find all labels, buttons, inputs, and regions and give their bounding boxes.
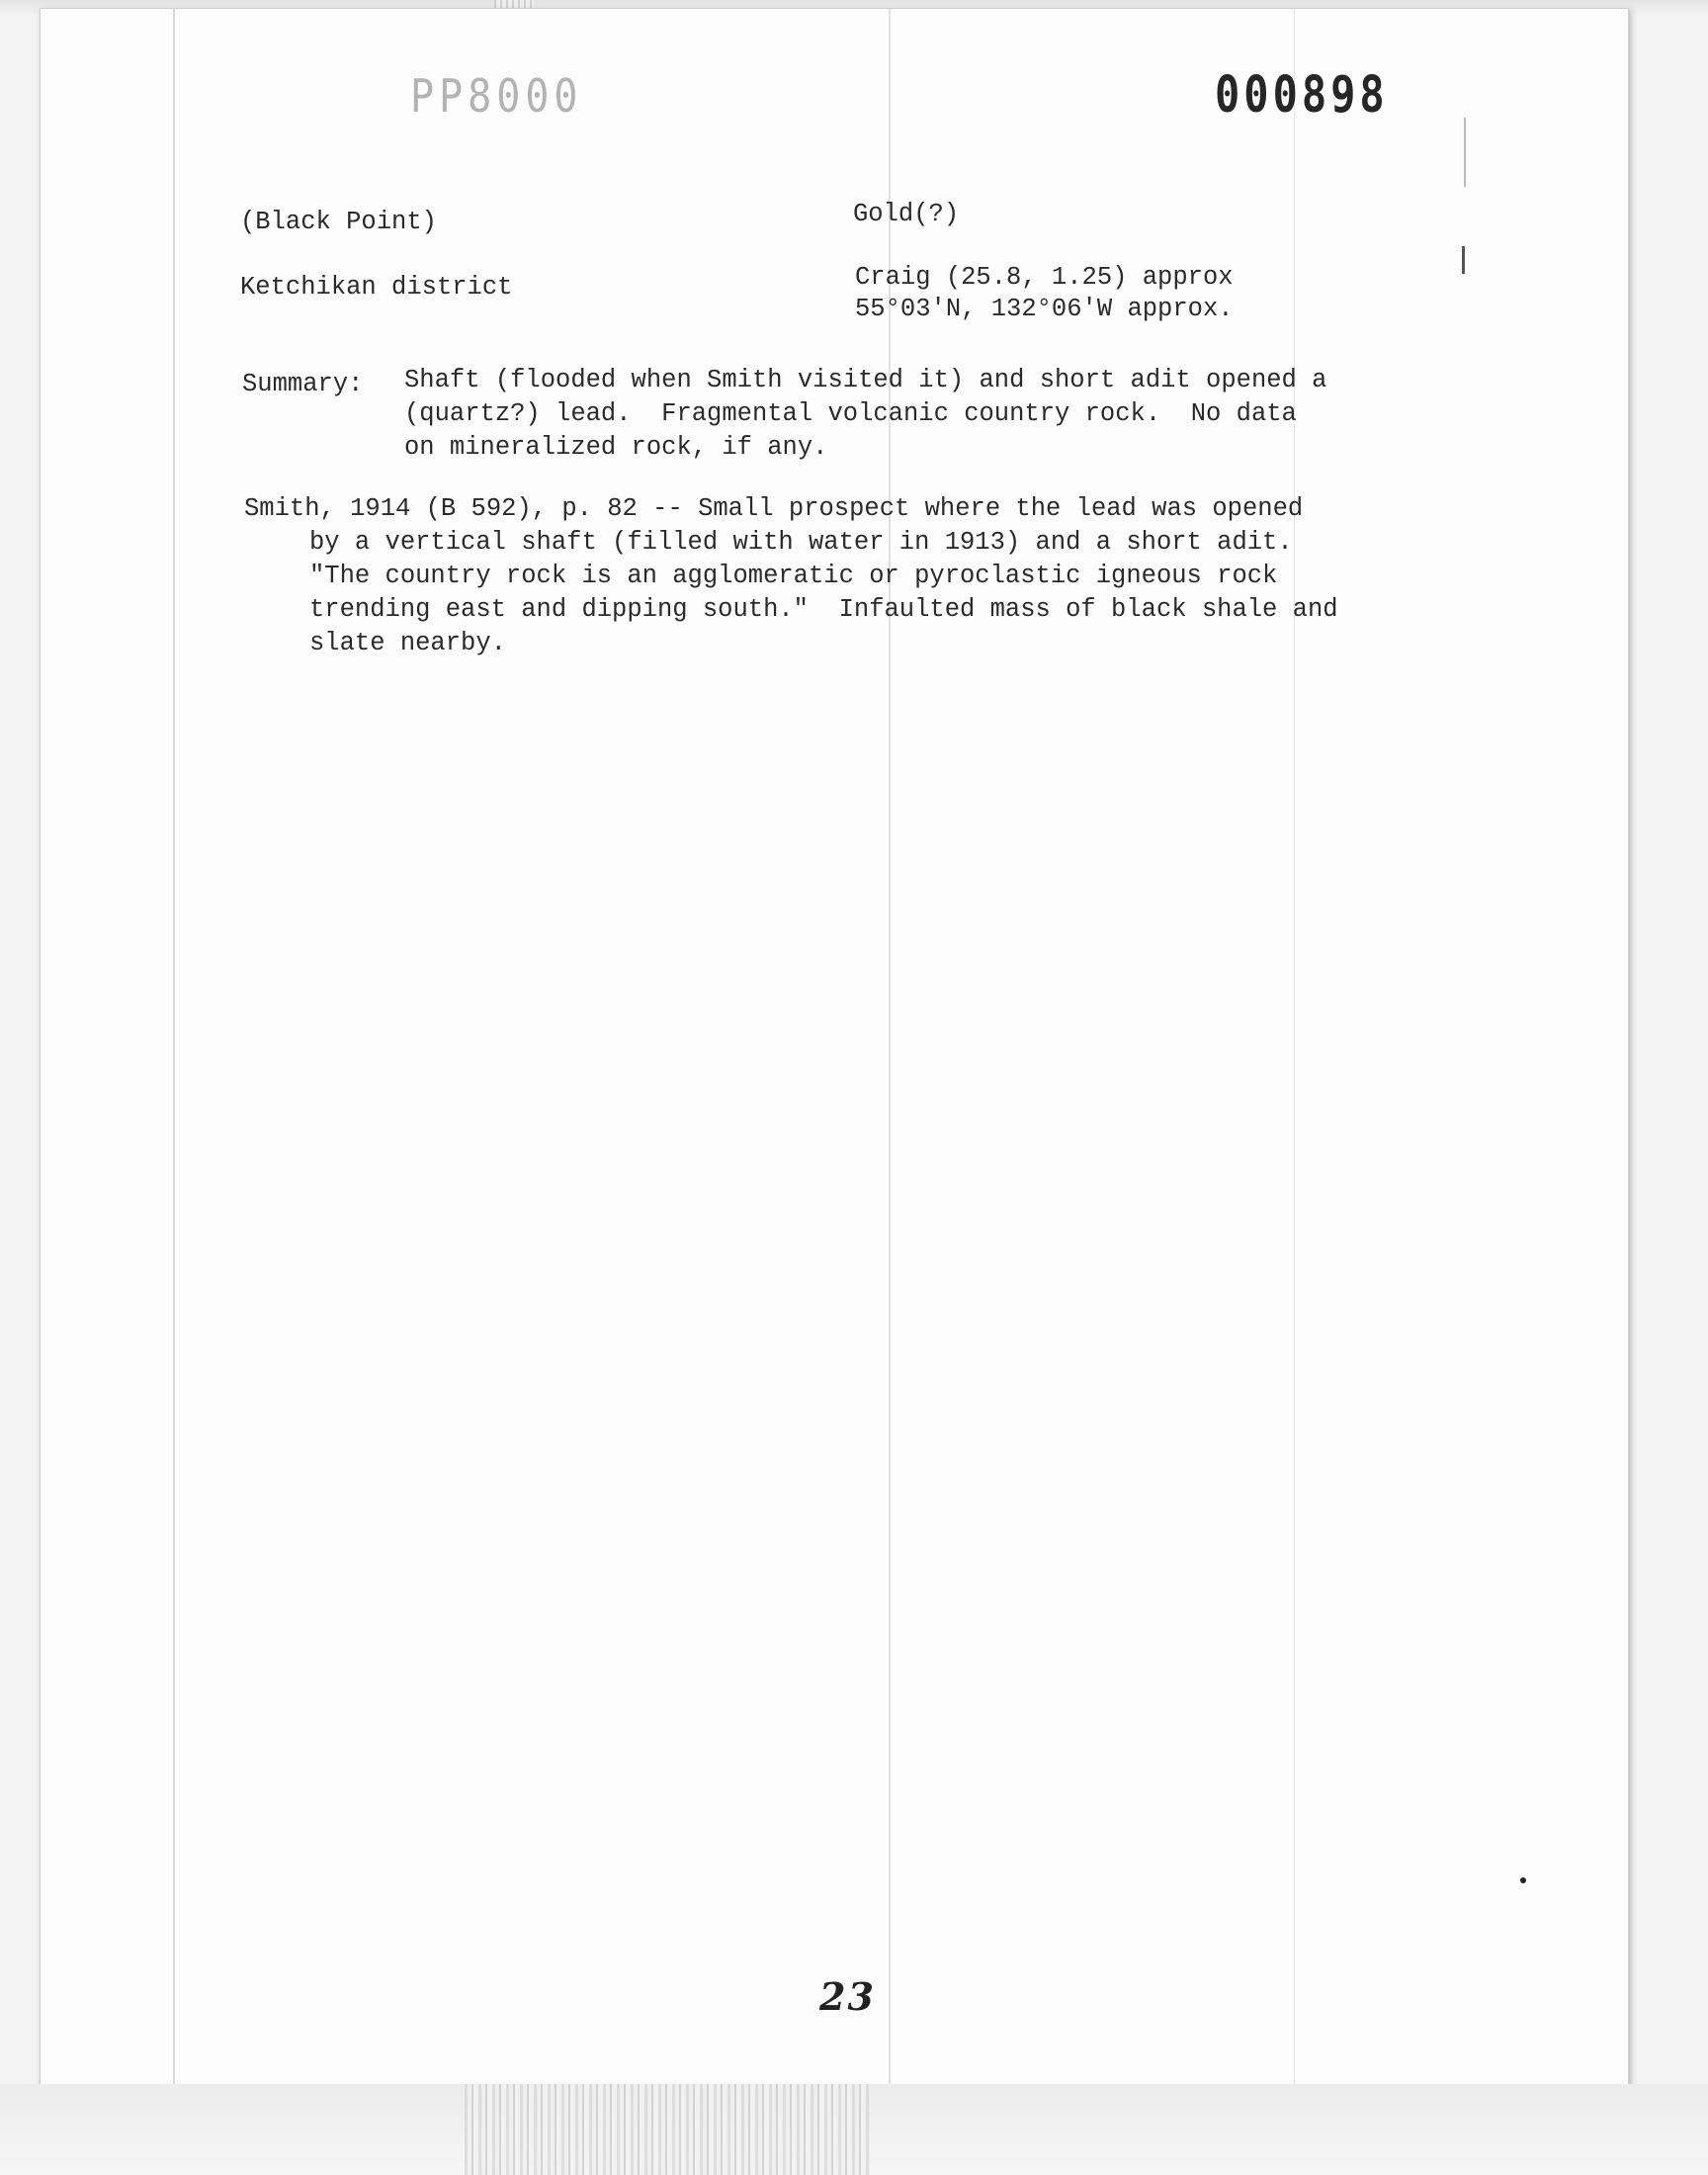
record-district: Ketchikan district [240, 273, 513, 302]
fold-line-left [173, 9, 175, 2085]
reference-line-2: by a vertical shaft (filled with water in 1913) and a short adit. [309, 528, 1293, 557]
reference-line-4: trending east and dipping south." Infaulted mass of black shale and [309, 595, 1338, 624]
faded-stamp-number: PP8000 [410, 70, 583, 124]
handwritten-page-number: 23 [819, 1974, 876, 2019]
reference-line-1: Smith, 1914 (B 592), p. 82 -- Small prospect where the lead was opened [244, 494, 1304, 523]
summary-label: Summary: [242, 370, 364, 398]
summary-line-2: (quartz?) lead. Fragmental volcanic country rock. No data [404, 399, 1297, 428]
speck-mark [1520, 1877, 1526, 1883]
margin-mark [1464, 118, 1466, 187]
document-stamp-number: 000898 [1215, 65, 1389, 124]
record-location-coords: 55°03'N, 132°06'W approx. [855, 295, 1234, 323]
record-name: (Black Point) [240, 208, 437, 236]
record-commodity: Gold(?) [853, 200, 960, 228]
scan-artifact-bottom [465, 2084, 870, 2175]
reference-line-5: slate nearby. [309, 629, 506, 657]
fold-line-right [1294, 9, 1295, 2085]
summary-line-1: Shaft (flooded when Smith visited it) and short adit opened a [404, 366, 1327, 394]
summary-line-3: on mineralized rock, if any. [404, 433, 828, 462]
reference-line-3: "The country rock is an agglomeratic or pyroclastic igneous rock [309, 562, 1278, 590]
record-location-quad: Craig (25.8, 1.25) approx [855, 263, 1234, 292]
document-page [40, 8, 1629, 2086]
margin-mark [1462, 246, 1465, 274]
